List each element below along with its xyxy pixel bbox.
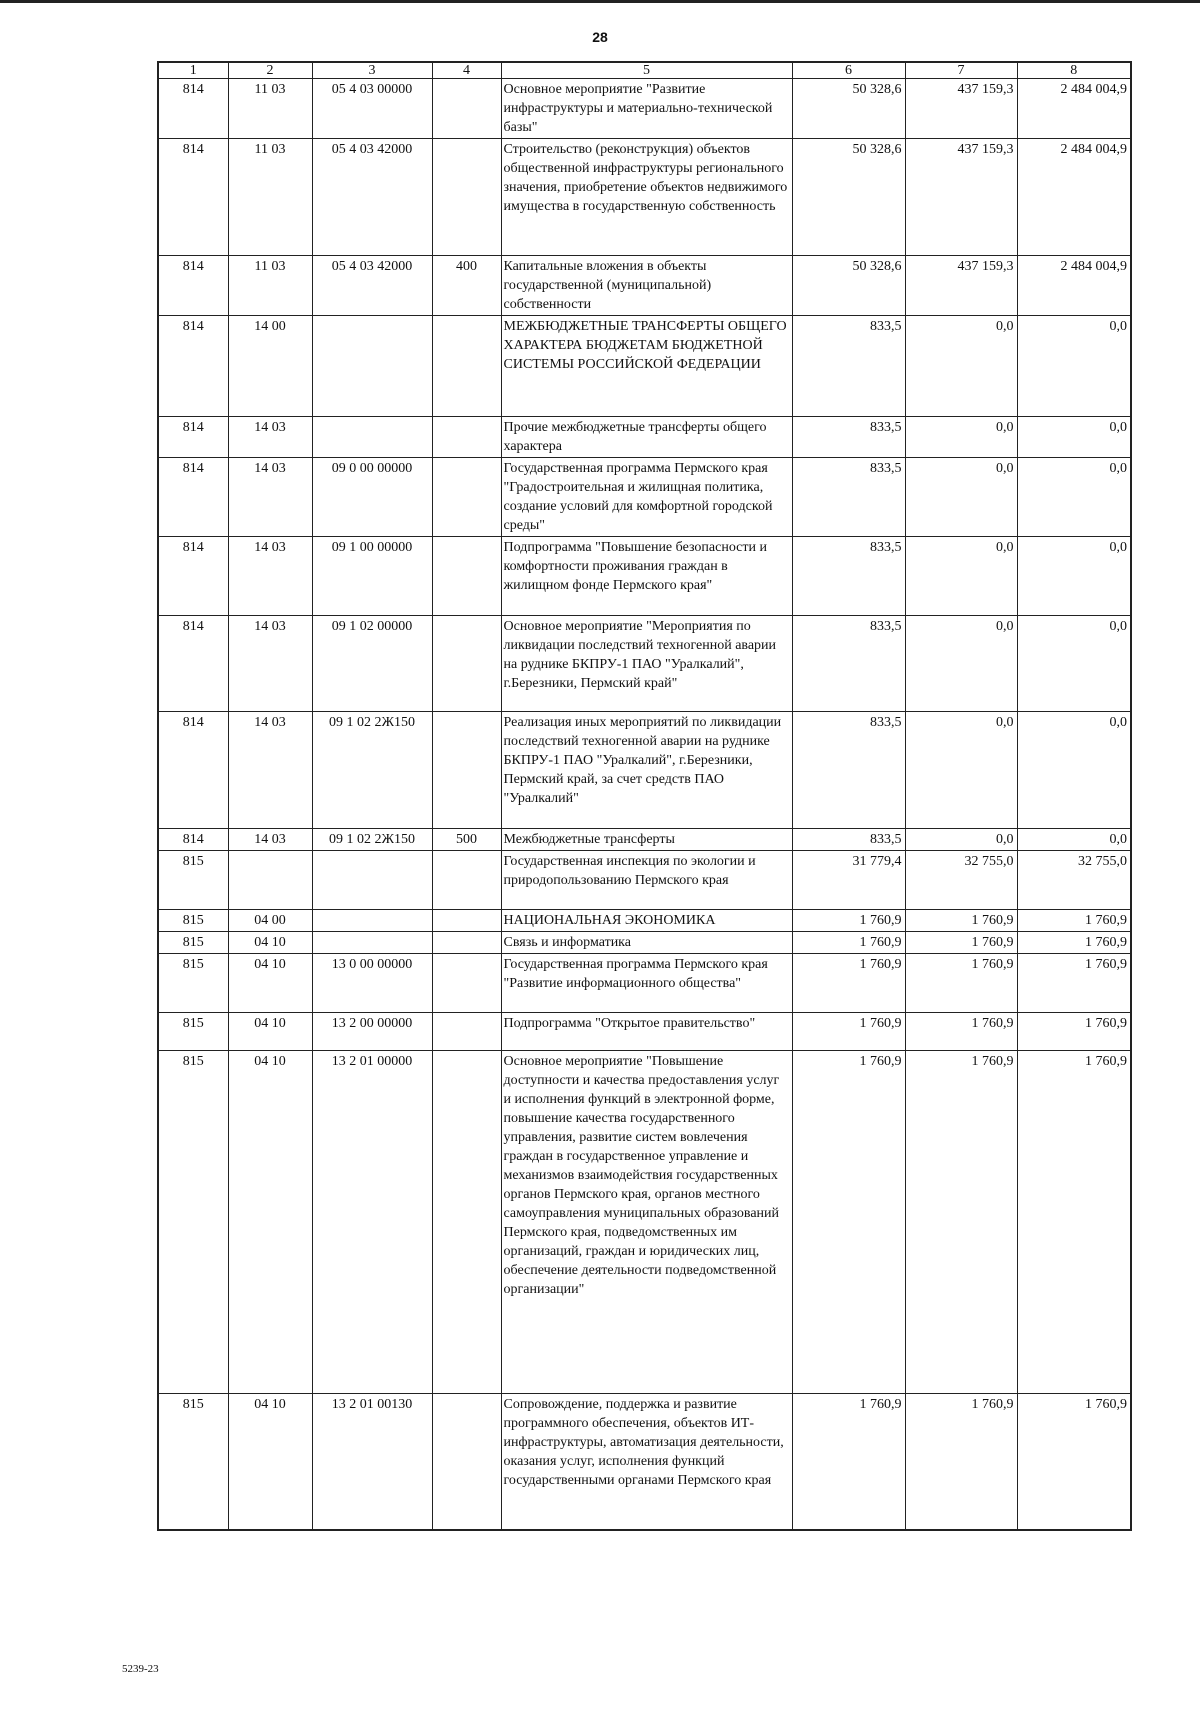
cell-amount-year3: 2 484 004,9 [1017, 139, 1131, 256]
cell-ministry-code: 814 [158, 537, 228, 616]
cell-item-name: Государственная программа Пермского края "Градостроительная и жилищная политика, создание условий для комфортной городской среды" [501, 458, 792, 537]
cell-ministry-code: 815 [158, 1394, 228, 1530]
cell-amount-year2: 1 760,9 [905, 932, 1017, 954]
cell-amount-year1: 1 760,9 [792, 954, 905, 1013]
cell-section-code: 14 03 [228, 537, 312, 616]
cell-section-code: 04 10 [228, 932, 312, 954]
cell-amount-year1: 833,5 [792, 537, 905, 616]
cell-section-code: 14 00 [228, 316, 312, 417]
cell-section-code: 04 10 [228, 1013, 312, 1051]
cell-ministry-code: 814 [158, 79, 228, 139]
cell-target-article [312, 851, 432, 910]
cell-ministry-code: 815 [158, 851, 228, 910]
cell-amount-year1: 1 760,9 [792, 932, 905, 954]
cell-section-code [228, 851, 312, 910]
cell-amount-year3: 0,0 [1017, 712, 1131, 829]
cell-amount-year3: 0,0 [1017, 458, 1131, 537]
cell-expense-type [432, 1013, 501, 1051]
col-header: 6 [792, 62, 905, 79]
cell-amount-year2: 0,0 [905, 417, 1017, 458]
cell-item-name: Государственная инспекция по экологии и природопользованию Пермского края [501, 851, 792, 910]
cell-amount-year1: 31 779,4 [792, 851, 905, 910]
cell-amount-year3: 1 760,9 [1017, 1394, 1131, 1530]
cell-target-article: 05 4 03 00000 [312, 79, 432, 139]
cell-expense-type [432, 1394, 501, 1530]
cell-target-article: 05 4 03 42000 [312, 256, 432, 316]
cell-target-article: 09 1 02 2Ж150 [312, 712, 432, 829]
cell-target-article: 13 2 01 00000 [312, 1051, 432, 1394]
cell-target-article [312, 316, 432, 417]
table-row [158, 537, 1131, 616]
cell-amount-year1: 833,5 [792, 616, 905, 712]
cell-section-code: 11 03 [228, 139, 312, 256]
cell-target-article: 09 1 02 2Ж150 [312, 829, 432, 851]
cell-section-code: 04 00 [228, 910, 312, 932]
cell-expense-type [432, 316, 501, 417]
cell-ministry-code: 815 [158, 1051, 228, 1394]
cell-amount-year2: 0,0 [905, 829, 1017, 851]
cell-ministry-code: 814 [158, 139, 228, 256]
table-row [158, 1013, 1131, 1051]
cell-item-name: Сопровождение, поддержка и развитие программного обеспечения, объектов ИТ-инфраструктуры, автоматизация деятельности, оказания услуг, исполнения функций государственными органами Пермского края [501, 1394, 792, 1530]
top-border-line [0, 0, 1200, 3]
col-header: 3 [312, 62, 432, 79]
table-row [158, 1394, 1131, 1530]
cell-expense-type [432, 932, 501, 954]
cell-amount-year1: 833,5 [792, 458, 905, 537]
cell-ministry-code: 815 [158, 910, 228, 932]
cell-amount-year2: 437 159,3 [905, 139, 1017, 256]
cell-ministry-code: 814 [158, 316, 228, 417]
cell-section-code: 04 10 [228, 1394, 312, 1530]
cell-amount-year1: 833,5 [792, 417, 905, 458]
cell-item-name: Капитальные вложения в объекты государственной (муниципальной) собственности [501, 256, 792, 316]
table-row [158, 1051, 1131, 1394]
cell-target-article [312, 417, 432, 458]
cell-item-name: Связь и информатика [501, 932, 792, 954]
cell-amount-year2: 0,0 [905, 616, 1017, 712]
cell-amount-year3: 1 760,9 [1017, 910, 1131, 932]
table-row [158, 256, 1131, 316]
page-number: 28 [592, 29, 608, 45]
table-row [158, 79, 1131, 139]
cell-item-name: Основное мероприятие "Мероприятия по ликвидации последствий техногенной аварии на руднике БКПРУ-1 ПАО "Уралкалий", г.Березники, Пермский край" [501, 616, 792, 712]
cell-section-code: 11 03 [228, 256, 312, 316]
cell-amount-year1: 1 760,9 [792, 1013, 905, 1051]
cell-ministry-code: 814 [158, 256, 228, 316]
cell-amount-year2: 1 760,9 [905, 910, 1017, 932]
cell-item-name: Подпрограмма "Открытое правительство" [501, 1013, 792, 1051]
cell-section-code: 14 03 [228, 712, 312, 829]
table-row [158, 458, 1131, 537]
cell-ministry-code: 815 [158, 1013, 228, 1051]
cell-amount-year2: 0,0 [905, 316, 1017, 417]
cell-item-name: Основное мероприятие "Развитие инфраструктуры и материально-технической базы" [501, 79, 792, 139]
table-row [158, 954, 1131, 1013]
cell-ministry-code: 815 [158, 932, 228, 954]
col-header: 4 [432, 62, 501, 79]
cell-item-name: Строительство (реконструкция) объектов общественной инфраструктуры регионального значения, приобретение объектов недвижимого имущества в государственную собственность [501, 139, 792, 256]
cell-expense-type [432, 851, 501, 910]
cell-expense-type: 500 [432, 829, 501, 851]
cell-expense-type [432, 139, 501, 256]
table-row [158, 712, 1131, 829]
cell-target-article: 05 4 03 42000 [312, 139, 432, 256]
cell-section-code: 04 10 [228, 1051, 312, 1394]
cell-amount-year3: 2 484 004,9 [1017, 256, 1131, 316]
cell-amount-year3: 0,0 [1017, 537, 1131, 616]
cell-section-code: 14 03 [228, 829, 312, 851]
cell-item-name: НАЦИОНАЛЬНАЯ ЭКОНОМИКА [501, 910, 792, 932]
cell-item-name: МЕЖБЮДЖЕТНЫЕ ТРАНСФЕРТЫ ОБЩЕГО ХАРАКТЕРА БЮДЖЕТАМ БЮДЖЕТНОЙ СИСТЕМЫ РОССИЙСКОЙ ФЕДЕРАЦИИ [501, 316, 792, 417]
cell-section-code: 14 03 [228, 417, 312, 458]
cell-amount-year3: 1 760,9 [1017, 1013, 1131, 1051]
cell-expense-type [432, 537, 501, 616]
col-header: 2 [228, 62, 312, 79]
table-row [158, 417, 1131, 458]
cell-amount-year3: 1 760,9 [1017, 932, 1131, 954]
cell-amount-year1: 833,5 [792, 712, 905, 829]
cell-ministry-code: 815 [158, 954, 228, 1013]
cell-amount-year2: 0,0 [905, 712, 1017, 829]
cell-amount-year2: 1 760,9 [905, 954, 1017, 1013]
cell-amount-year3: 1 760,9 [1017, 954, 1131, 1013]
cell-item-name: Прочие межбюджетные трансферты общего характера [501, 417, 792, 458]
cell-expense-type [432, 910, 501, 932]
document-code: 5239-23 [122, 1663, 159, 1675]
cell-section-code: 14 03 [228, 458, 312, 537]
cell-section-code: 14 03 [228, 616, 312, 712]
cell-amount-year3: 0,0 [1017, 316, 1131, 417]
cell-amount-year2: 437 159,3 [905, 256, 1017, 316]
header-row [158, 62, 1131, 79]
cell-target-article: 13 2 00 00000 [312, 1013, 432, 1051]
cell-amount-year3: 0,0 [1017, 616, 1131, 712]
cell-expense-type [432, 954, 501, 1013]
cell-section-code: 04 10 [228, 954, 312, 1013]
table-row [158, 851, 1131, 910]
cell-expense-type [432, 417, 501, 458]
cell-expense-type [432, 458, 501, 537]
cell-item-name: Основное мероприятие "Повышение доступности и качества предоставления услуг и исполнения функций в электронной форме, повышение качества государственного управления, развитие систем вовлечения граждан в государственное управление и механизмов взаимодействия государственных органов Пермского края, органов местного самоуправления муниципальных образований Пермского края, подведомственных им организаций, граждан и юридических лиц, обеспечение деятельности подведомственной организации" [501, 1051, 792, 1394]
table-row [158, 316, 1131, 417]
cell-target-article: 13 2 01 00130 [312, 1394, 432, 1530]
cell-amount-year1: 833,5 [792, 829, 905, 851]
cell-ministry-code: 814 [158, 829, 228, 851]
cell-expense-type [432, 712, 501, 829]
cell-target-article [312, 910, 432, 932]
cell-ministry-code: 814 [158, 458, 228, 537]
col-header: 1 [158, 62, 228, 79]
cell-amount-year2: 1 760,9 [905, 1051, 1017, 1394]
cell-expense-type [432, 79, 501, 139]
table-row [158, 932, 1131, 954]
cell-target-article [312, 932, 432, 954]
cell-amount-year2: 1 760,9 [905, 1013, 1017, 1051]
cell-target-article: 13 0 00 00000 [312, 954, 432, 1013]
cell-section-code: 11 03 [228, 79, 312, 139]
col-header: 8 [1017, 62, 1131, 79]
table-row [158, 616, 1131, 712]
cell-target-article: 09 1 00 00000 [312, 537, 432, 616]
cell-amount-year2: 0,0 [905, 458, 1017, 537]
cell-amount-year1: 50 328,6 [792, 256, 905, 316]
table-row [158, 139, 1131, 256]
table-row [158, 829, 1131, 851]
cell-amount-year3: 0,0 [1017, 417, 1131, 458]
cell-item-name: Подпрограмма "Повышение безопасности и комфортности проживания граждан в жилищном фонде Пермского края" [501, 537, 792, 616]
cell-amount-year3: 32 755,0 [1017, 851, 1131, 910]
cell-expense-type: 400 [432, 256, 501, 316]
cell-amount-year1: 1 760,9 [792, 1051, 905, 1394]
cell-expense-type [432, 1051, 501, 1394]
cell-item-name: Реализация иных мероприятий по ликвидации последствий техногенной аварии на руднике БКПРУ-1 ПАО "Уралкалий", г.Березники, Пермский край, за счет средств ПАО "Уралкалий" [501, 712, 792, 829]
budget-table [157, 61, 1132, 1531]
table-body [158, 79, 1131, 1530]
col-header: 5 [501, 62, 792, 79]
cell-target-article: 09 0 00 00000 [312, 458, 432, 537]
cell-item-name: Государственная программа Пермского края "Развитие информационного общества" [501, 954, 792, 1013]
cell-amount-year1: 1 760,9 [792, 1394, 905, 1530]
cell-amount-year1: 1 760,9 [792, 910, 905, 932]
cell-ministry-code: 814 [158, 417, 228, 458]
table-row [158, 910, 1131, 932]
cell-amount-year1: 833,5 [792, 316, 905, 417]
cell-amount-year2: 32 755,0 [905, 851, 1017, 910]
cell-ministry-code: 814 [158, 616, 228, 712]
cell-expense-type [432, 616, 501, 712]
cell-amount-year1: 50 328,6 [792, 139, 905, 256]
cell-amount-year1: 50 328,6 [792, 79, 905, 139]
cell-amount-year3: 2 484 004,9 [1017, 79, 1131, 139]
cell-target-article: 09 1 02 00000 [312, 616, 432, 712]
cell-ministry-code: 814 [158, 712, 228, 829]
cell-item-name: Межбюджетные трансферты [501, 829, 792, 851]
cell-amount-year2: 0,0 [905, 537, 1017, 616]
cell-amount-year3: 1 760,9 [1017, 1051, 1131, 1394]
col-header: 7 [905, 62, 1017, 79]
cell-amount-year2: 1 760,9 [905, 1394, 1017, 1530]
cell-amount-year3: 0,0 [1017, 829, 1131, 851]
cell-amount-year2: 437 159,3 [905, 79, 1017, 139]
